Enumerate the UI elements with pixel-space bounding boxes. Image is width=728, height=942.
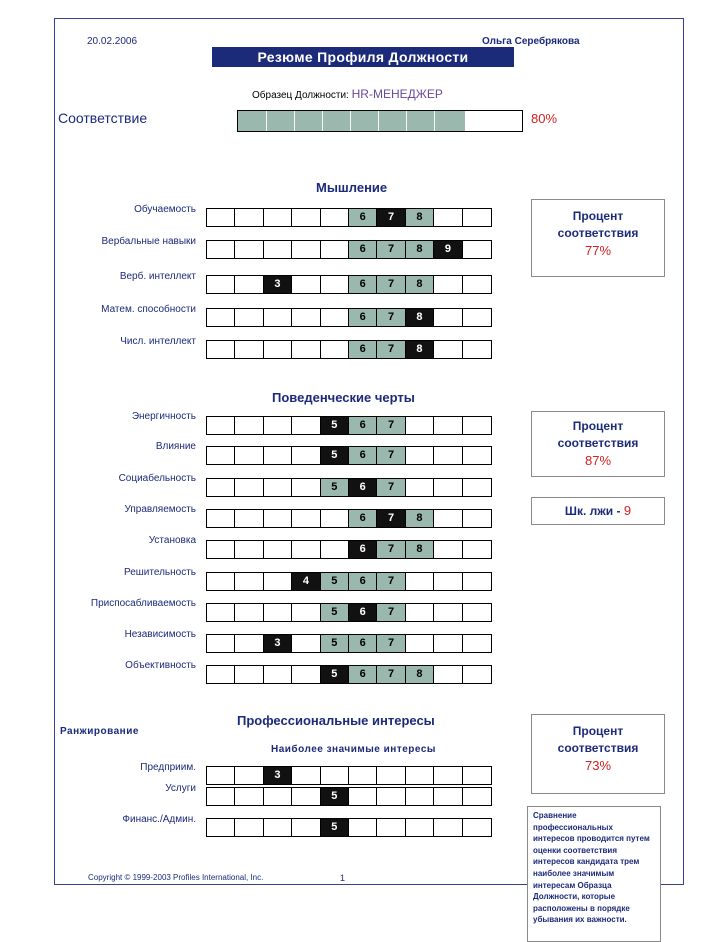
behavior-scale-cell — [207, 510, 235, 527]
interests-scale-cell — [349, 767, 377, 784]
thinking-scale-cell — [292, 241, 320, 258]
behavior-range-cell: 5 — [321, 479, 349, 496]
behavior-section-title: Поведенческие черты — [272, 390, 415, 405]
lie-scale-label: Шк. лжи - — [564, 504, 621, 518]
thinking-match-box — [531, 199, 665, 277]
behavior-score-marker: 3 — [264, 635, 292, 652]
thinking-score-marker: 3 — [264, 276, 292, 293]
behavior-scale-cell — [292, 604, 320, 621]
behavior-range-cell: 6 — [349, 666, 377, 683]
thinking-scale-cell — [207, 276, 235, 293]
behavior-range-cell: 7 — [377, 666, 405, 683]
interests-scale-cell — [207, 819, 235, 836]
behavior-scale — [206, 416, 492, 435]
thinking-scale-cell — [235, 209, 263, 226]
behavior-range-cell: 5 — [321, 635, 349, 652]
page-number: 1 — [340, 873, 346, 883]
behavior-scale-cell — [463, 510, 491, 527]
behavior-match-box — [531, 411, 665, 477]
behavior-scale-cell — [463, 635, 491, 652]
behavior-scale-cell — [463, 479, 491, 496]
interests-scale — [206, 787, 492, 806]
interests-scale-cell — [349, 788, 377, 805]
sample-position-value: HR-МЕНЕДЖЕР — [351, 87, 443, 101]
behavior-scale-cell — [463, 541, 491, 558]
interests-scale-cell — [406, 819, 434, 836]
behavior-range-cell: 7 — [377, 447, 405, 464]
thinking-scale-cell — [434, 309, 462, 326]
thinking-range-cell: 7 — [377, 309, 405, 326]
thinking-scale-cell — [292, 276, 320, 293]
overall-match-divider — [406, 111, 407, 131]
behavior-row-label: Социабельность — [118, 473, 196, 484]
sample-position — [252, 87, 443, 101]
behavior-row-label: Объективность — [125, 660, 196, 671]
behavior-scale-cell — [235, 573, 263, 590]
behavior-score-marker: 5 — [321, 447, 349, 464]
thinking-scale-cell — [463, 209, 491, 226]
interests-scale-cell — [463, 767, 491, 784]
behavior-scale-cell — [264, 479, 292, 496]
interests-match-title: Процент соответствия — [557, 724, 639, 755]
interests-scale-cell — [406, 788, 434, 805]
behavior-scale-cell — [292, 479, 320, 496]
thinking-range-cell: 8 — [406, 241, 434, 258]
interests-scale-cell — [292, 767, 320, 784]
behavior-scale-cell — [321, 541, 349, 558]
thinking-range-cell: 6 — [349, 241, 377, 258]
behavior-row-label: Управляемость — [124, 504, 196, 515]
behavior-scale — [206, 478, 492, 497]
behavior-range-cell: 6 — [349, 510, 377, 527]
interests-scale-cell — [377, 819, 405, 836]
behavior-scale — [206, 540, 492, 559]
thinking-scale — [206, 275, 492, 294]
behavior-range-cell: 5 — [321, 604, 349, 621]
behavior-scale-cell — [264, 604, 292, 621]
thinking-scale — [206, 240, 492, 259]
thinking-score-marker: 9 — [434, 241, 462, 258]
thinking-scale-cell — [434, 276, 462, 293]
interests-row-label: Предприим. — [140, 762, 196, 773]
thinking-range-cell: 7 — [377, 276, 405, 293]
behavior-scale-cell — [235, 479, 263, 496]
interests-score-marker: 5 — [321, 819, 349, 836]
behavior-scale — [206, 603, 492, 622]
behavior-scale-cell — [434, 417, 462, 434]
thinking-range-cell: 6 — [349, 341, 377, 358]
thinking-range-cell: 7 — [377, 241, 405, 258]
behavior-range-cell: 8 — [406, 510, 434, 527]
behavior-scale-cell — [463, 447, 491, 464]
thinking-range-cell: 6 — [349, 309, 377, 326]
behavior-scale-cell — [207, 666, 235, 683]
thinking-scale-cell — [434, 341, 462, 358]
behavior-scale-cell — [207, 635, 235, 652]
overall-match-divider — [322, 111, 323, 131]
behavior-score-marker: 5 — [321, 417, 349, 434]
interests-scale-cell — [434, 819, 462, 836]
behavior-score-marker: 6 — [349, 479, 377, 496]
behavior-scale-cell — [264, 417, 292, 434]
behavior-scale-cell — [264, 666, 292, 683]
behavior-range-cell: 7 — [377, 479, 405, 496]
behavior-scale-cell — [463, 604, 491, 621]
behavior-scale-cell — [406, 573, 434, 590]
thinking-match-percent: 77% — [584, 243, 612, 258]
behavior-range-cell: 7 — [377, 635, 405, 652]
behavior-range-cell: 7 — [377, 604, 405, 621]
behavior-row-label: Установка — [148, 535, 196, 546]
overall-match-divider — [434, 111, 435, 131]
thinking-score-marker: 8 — [406, 341, 434, 358]
page-title: Резюме Профиля Должности — [212, 47, 514, 67]
behavior-scale-cell — [235, 447, 263, 464]
copyright: Copyright © 1999-2003 Profiles International, Inc. — [88, 873, 264, 882]
behavior-scale-cell — [292, 541, 320, 558]
behavior-scale-cell — [235, 510, 263, 527]
interests-scale-cell — [264, 819, 292, 836]
thinking-match-title: Процент соответствия — [557, 209, 639, 240]
behavior-scale-cell — [207, 573, 235, 590]
behavior-row-label: Независимость — [124, 629, 196, 640]
thinking-row-label: Вербальные навыки — [101, 236, 196, 247]
thinking-scale-cell — [207, 341, 235, 358]
thinking-scale — [206, 308, 492, 327]
behavior-scale — [206, 509, 492, 528]
thinking-scale-cell — [292, 341, 320, 358]
behavior-range-cell: 6 — [349, 635, 377, 652]
behavior-range-cell: 8 — [406, 666, 434, 683]
behavior-row-label: Приспосабливаемость — [90, 598, 196, 609]
interests-scale-cell — [434, 767, 462, 784]
behavior-scale-cell — [292, 417, 320, 434]
thinking-scale-cell — [264, 209, 292, 226]
interests-scale-cell — [321, 767, 349, 784]
interests-scale-cell — [434, 788, 462, 805]
overall-match-label: Соответствие — [58, 110, 148, 126]
thinking-range-cell: 8 — [406, 209, 434, 226]
behavior-scale-cell — [235, 635, 263, 652]
thinking-range-cell: 6 — [349, 276, 377, 293]
thinking-scale — [206, 208, 492, 227]
interests-match-box — [531, 714, 665, 794]
behavior-scale-cell — [264, 447, 292, 464]
thinking-scale-cell — [463, 276, 491, 293]
interests-scale-cell — [235, 788, 263, 805]
thinking-scale-cell — [321, 209, 349, 226]
thinking-scale-cell — [235, 341, 263, 358]
interests-scale-cell — [292, 819, 320, 836]
behavior-scale-cell — [434, 666, 462, 683]
thinking-scale-cell — [321, 276, 349, 293]
behavior-range-cell: 6 — [349, 417, 377, 434]
thinking-row-label: Обучаемость — [134, 204, 196, 215]
interests-scale — [206, 766, 492, 785]
thinking-scale-cell — [463, 341, 491, 358]
behavior-score-marker: 6 — [349, 604, 377, 621]
behavior-scale — [206, 446, 492, 465]
behavior-scale-cell — [207, 541, 235, 558]
behavior-match-title: Процент соответствия — [557, 419, 639, 450]
interests-subtitle: Наиболее значимые интересы — [271, 744, 436, 755]
thinking-scale-cell — [207, 209, 235, 226]
thinking-row-label: Числ. интеллект — [120, 336, 196, 347]
interests-scale-cell — [377, 767, 405, 784]
behavior-range-cell: 8 — [406, 541, 434, 558]
behavior-score-marker: 4 — [292, 573, 320, 590]
behavior-scale-cell — [406, 604, 434, 621]
thinking-scale-cell — [264, 309, 292, 326]
behavior-range-cell: 7 — [377, 541, 405, 558]
thinking-scale-cell — [292, 309, 320, 326]
thinking-scale-cell — [321, 241, 349, 258]
behavior-score-marker: 7 — [377, 510, 405, 527]
behavior-scale-cell — [434, 447, 462, 464]
thinking-scale-cell — [235, 309, 263, 326]
thinking-range-cell: 7 — [377, 341, 405, 358]
thinking-scale — [206, 340, 492, 359]
behavior-scale-cell — [207, 604, 235, 621]
ranking-label: Ранжирование — [60, 726, 139, 737]
interests-scale-cell — [463, 788, 491, 805]
behavior-match-percent: 87% — [584, 453, 612, 468]
behavior-scale-cell — [434, 541, 462, 558]
behavior-range-cell: 6 — [349, 447, 377, 464]
behavior-scale-cell — [207, 447, 235, 464]
lie-scale-box — [531, 497, 665, 525]
thinking-scale-cell — [207, 241, 235, 258]
thinking-scale-cell — [235, 241, 263, 258]
thinking-scale-cell — [463, 241, 491, 258]
behavior-scale-cell — [463, 573, 491, 590]
candidate-name: Ольга Серебрякова — [482, 36, 580, 47]
behavior-range-cell: 6 — [349, 573, 377, 590]
behavior-scale-cell — [463, 417, 491, 434]
behavior-row-label: Влияние — [155, 441, 196, 452]
behavior-scale-cell — [406, 635, 434, 652]
interests-row-label: Финанс./Админ. — [122, 814, 196, 825]
behavior-scale-cell — [207, 479, 235, 496]
behavior-scale-cell — [434, 573, 462, 590]
behavior-scale-cell — [235, 666, 263, 683]
interests-scale-cell — [406, 767, 434, 784]
report-date: 20.02.2006 — [87, 36, 138, 47]
behavior-scale — [206, 665, 492, 684]
thinking-scale-cell — [235, 276, 263, 293]
behavior-scale — [206, 572, 492, 591]
interests-scale-cell — [207, 788, 235, 805]
behavior-score-marker: 6 — [349, 541, 377, 558]
sample-position-label: Образец Должности: — [252, 90, 349, 101]
thinking-score-marker: 8 — [406, 309, 434, 326]
interests-score-marker: 3 — [264, 767, 292, 784]
thinking-range-cell: 8 — [406, 276, 434, 293]
behavior-range-cell: 5 — [321, 573, 349, 590]
behavior-scale-cell — [264, 541, 292, 558]
interests-scale-cell — [463, 819, 491, 836]
behavior-scale-cell — [434, 479, 462, 496]
overall-match-divider — [266, 111, 267, 131]
behavior-scale-cell — [235, 417, 263, 434]
behavior-score-marker: 5 — [321, 666, 349, 683]
thinking-scale-cell — [434, 209, 462, 226]
interests-row-label: Услуги — [165, 783, 196, 794]
overall-match-percent: 80% — [531, 111, 558, 126]
interests-scale-cell — [377, 788, 405, 805]
interests-section-title: Профессиональные интересы — [237, 713, 435, 728]
interests-scale-cell — [292, 788, 320, 805]
interests-note: Сравнение профессиональных интересов проводится путем оценки соответствия интересов кандидата трем наиболее значимым интересам Образца Должности, которые расположены в порядке убывания их важности. — [527, 806, 661, 942]
interests-score-marker: 5 — [321, 788, 349, 805]
behavior-scale-cell — [207, 417, 235, 434]
thinking-scale-cell — [321, 341, 349, 358]
behavior-scale-cell — [292, 635, 320, 652]
interests-scale — [206, 818, 492, 837]
behavior-range-cell: 7 — [377, 573, 405, 590]
thinking-score-marker: 7 — [377, 209, 405, 226]
thinking-row-label: Верб. интеллект — [119, 271, 196, 282]
behavior-scale-cell — [264, 510, 292, 527]
thinking-scale-cell — [463, 309, 491, 326]
thinking-row-label: Матем. способности — [101, 304, 196, 315]
behavior-scale-cell — [321, 510, 349, 527]
thinking-scale-cell — [264, 241, 292, 258]
interests-match-percent: 73% — [584, 758, 612, 773]
interests-scale-cell — [235, 767, 263, 784]
thinking-range-cell: 6 — [349, 209, 377, 226]
behavior-scale-cell — [264, 573, 292, 590]
behavior-row-label: Энергичность — [131, 411, 196, 422]
thinking-scale-cell — [292, 209, 320, 226]
behavior-scale — [206, 634, 492, 653]
overall-match-fill — [238, 111, 465, 131]
behavior-row-label: Решительность — [123, 567, 196, 578]
behavior-scale-cell — [406, 479, 434, 496]
behavior-range-cell: 7 — [377, 417, 405, 434]
overall-match-divider — [378, 111, 379, 131]
behavior-scale-cell — [292, 510, 320, 527]
thinking-scale-cell — [207, 309, 235, 326]
behavior-scale-cell — [434, 635, 462, 652]
behavior-scale-cell — [235, 604, 263, 621]
behavior-scale-cell — [434, 604, 462, 621]
interests-scale-cell — [207, 767, 235, 784]
interests-scale-cell — [349, 819, 377, 836]
behavior-scale-cell — [292, 447, 320, 464]
behavior-scale-cell — [235, 541, 263, 558]
behavior-scale-cell — [463, 666, 491, 683]
lie-scale-value: 9 — [623, 503, 632, 518]
thinking-scale-cell — [264, 341, 292, 358]
overall-match-bar — [237, 110, 523, 132]
interests-scale-cell — [235, 819, 263, 836]
behavior-scale-cell — [406, 447, 434, 464]
thinking-scale-cell — [321, 309, 349, 326]
overall-match-divider — [294, 111, 295, 131]
behavior-scale-cell — [434, 510, 462, 527]
behavior-scale-cell — [406, 417, 434, 434]
overall-match-divider — [350, 111, 351, 131]
behavior-scale-cell — [292, 666, 320, 683]
thinking-section-title: Мышление — [316, 180, 388, 195]
interests-scale-cell — [264, 788, 292, 805]
